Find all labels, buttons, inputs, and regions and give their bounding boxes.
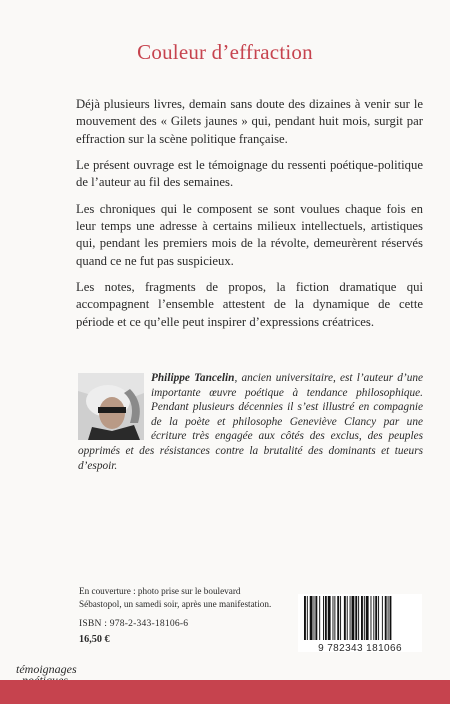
barcode-bar — [350, 596, 351, 640]
barcode-bar — [310, 596, 313, 640]
barcode-digits: 9 782343 181066 — [318, 643, 402, 654]
book-title: Couleur d’effraction — [137, 40, 313, 64]
footer-accent-band — [0, 680, 450, 704]
barcode-bar — [355, 596, 357, 640]
author-biography — [78, 371, 423, 473]
blurb-paragraph-2: Le présent ouvrage est le témoignage du ressenti poétique-politique de l’auteur au fil des semaines. — [76, 158, 423, 190]
blurb-paragraph-4: Les notes, fragments de propos, la fiction dramatique qui accompagnent l’ensemble attestent de la dynamique de cette période et ce qu’elle peut inspirer d’expressions créatrices. — [76, 280, 423, 329]
barcode-bar — [382, 596, 383, 640]
barcode-bar — [304, 596, 306, 640]
barcode-bar — [352, 596, 355, 640]
barcode-bar — [364, 596, 365, 640]
barcode-bar — [344, 596, 346, 640]
barcode-bar — [328, 596, 331, 640]
price: 16,50 € — [79, 634, 110, 645]
barcode-bar — [307, 596, 308, 640]
barcode-bar — [323, 596, 324, 640]
barcode-bar — [361, 596, 363, 640]
collection-line-1: témoignages — [16, 662, 77, 676]
barcode-bar — [388, 596, 389, 640]
barcode-bar — [375, 596, 377, 640]
blurb-paragraph-3: Les chroniques qui le composent se sont voulues chaque fois en leur temps une adresse à certains milieux intellectuels, artistiques qui, pendant les premiers mois de la révolte, demeurèrent réservés quand ce ne fut pas suspicieux. — [76, 201, 423, 268]
barcode-bar — [390, 596, 392, 640]
isbn: ISBN : 978-2-343-18106-6 — [79, 618, 189, 629]
author-photo — [78, 373, 144, 440]
barcode-bar — [340, 596, 341, 640]
barcode-bar — [373, 596, 374, 640]
barcode-bar — [358, 596, 359, 640]
barcode-bar — [325, 596, 327, 640]
barcode-bar — [333, 596, 334, 640]
barcode-bar — [378, 596, 379, 640]
barcode-bar — [371, 596, 372, 640]
barcode-bar — [347, 596, 348, 640]
barcode-bar — [337, 596, 339, 640]
barcode-bar — [314, 596, 315, 640]
back-cover-blurb — [76, 96, 423, 340]
blurb-paragraph-1: Déjà plusieurs livres, demain sans doute des dizaines à venir sur le mouvement des « Gilets jaunes » qui, pendant huit mois, surgit par effraction sur la scène politique française. — [76, 97, 423, 146]
barcode-bar — [315, 596, 317, 640]
barcode-bar — [385, 596, 387, 640]
author-bio-text: , ancien universitaire, est l’auteur d’une importante œuvre poétique à tendance philosophique. Pendant plusieurs décennies il s’est illustré en compagnie de la poète et philosophe Geneviève Clancy par une écriture très engagée aux côtés des exclus, des peuples opprimés et des résistances contre la brutalité des dominants et tueurs d’espoir. — [78, 372, 424, 472]
barcode-bar — [319, 596, 320, 640]
barcode-bar — [334, 596, 335, 640]
cover-photo-credit: En couverture : photo prise sur le boulevard Sébastopol, un samedi soir, après une manifestation. — [79, 586, 272, 609]
barcode-bar — [366, 596, 369, 640]
author-name: Philippe Tancelin — [151, 372, 235, 384]
